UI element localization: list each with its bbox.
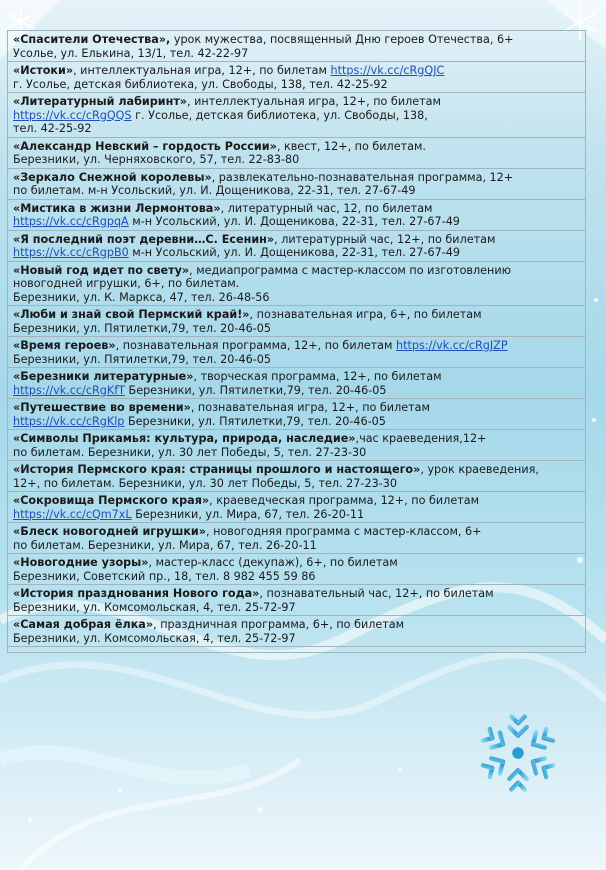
event-cell	[8, 31, 586, 62]
event-description: , познавательный час, 12+, по билетам	[259, 587, 494, 600]
event-address: Усолье, ул. Елькина, 13/1, тел. 42-22-97	[13, 46, 249, 60]
event-cell	[8, 492, 586, 523]
event-title: «Литературный лабиринт»	[13, 95, 188, 108]
event-description: , познавательная программа, 12+, по билетам	[115, 339, 397, 352]
event-title: «История Пермского края: страницы прошлого и настоящего»	[13, 463, 421, 476]
event-title: «История празднования Нового года»	[13, 587, 260, 600]
event-description: , творческая программа, 12+, по билетам	[193, 370, 442, 383]
event-address: Березники, ул. Мира, 67, тел. 26-20-11	[131, 507, 365, 521]
event-description: , урок краеведения,	[420, 463, 539, 476]
event-cell	[8, 62, 586, 93]
event-ticket-link[interactable]: https://vk.cc/cRgQQS	[13, 108, 132, 122]
event-row	[8, 261, 586, 306]
event-title: «Истоки»	[13, 64, 74, 77]
event-row	[8, 137, 586, 168]
event-description: , познавательная игра, 6+, по билетам	[249, 308, 482, 321]
events-table	[7, 30, 586, 653]
event-cell	[8, 168, 586, 199]
event-address: г. Усолье, детская библиотека, ул. Свободы, 138,	[131, 108, 428, 122]
event-cell	[8, 137, 586, 168]
event-row	[8, 230, 586, 261]
event-address: Березники, ул. Черняховского, 57, тел. 22-83-80	[13, 153, 300, 166]
event-row	[8, 368, 586, 399]
event-title: «Время героев»	[13, 339, 116, 352]
event-address: Березники, Советский пр., 18, тел. 8 982 455 59 86	[13, 569, 316, 583]
event-row	[8, 93, 586, 138]
event-description: , интеллектуальная игра, 12+, по билетам	[187, 95, 441, 108]
event-address: м-н Усольский, ул. И. Дощеникова, 22-31, тел. 27-67-49	[128, 246, 460, 259]
event-cell	[8, 306, 586, 337]
event-row	[8, 168, 586, 199]
event-title: «Березники литературные»	[13, 370, 194, 383]
event-cell	[8, 430, 586, 461]
event-cell	[8, 554, 586, 585]
event-title: «Мистика в жизни Лермонтова»	[13, 201, 221, 215]
event-cell	[8, 199, 586, 230]
event-row	[8, 199, 586, 230]
event-title: «Новый год идет по свету»	[13, 263, 190, 277]
event-title: «Новогодние узоры»	[13, 556, 149, 569]
event-row	[8, 399, 586, 430]
event-description: , познавательная игра, 12+, по билетам	[190, 401, 430, 414]
event-description: ,час краеведения,12+	[355, 432, 487, 445]
event-cell	[8, 461, 586, 492]
event-address: г. Усолье, детская библиотека, ул. Свободы, 138, тел. 42-25-92	[13, 77, 388, 91]
event-cell	[8, 523, 586, 554]
event-address: м-н Усольский, ул. И. Дощеникова, 22-31, тел. 27-67-49	[128, 215, 460, 228]
event-cell	[8, 399, 586, 430]
event-address: по билетам. Березники, ул. Мира, 67, тел. 26-20-11	[13, 538, 317, 552]
event-description: , литературный час, 12, по билетам	[220, 201, 433, 215]
event-description: , мастер-класс (декупаж), 6+, по билетам	[148, 556, 398, 569]
event-title: «Люби и знай свой Пермский край!»	[13, 308, 250, 321]
event-row	[8, 585, 586, 616]
event-row	[8, 62, 586, 93]
event-description: урок мужества, посвященный Дню героев Отечества, 6+	[170, 33, 514, 46]
event-row	[8, 461, 586, 492]
event-row	[8, 616, 586, 647]
event-cell	[8, 337, 586, 368]
event-address: Березники, ул. Пятилетки,79, тел. 20-46-05	[124, 414, 386, 428]
event-ticket-link[interactable]: https://vk.cc/cRgpB0	[13, 246, 129, 259]
event-address: Березники, ул. Комсомольская, 4, тел. 25-72-97	[13, 631, 296, 645]
event-cell	[8, 368, 586, 399]
event-ticket-link[interactable]: https://vk.cc/cQm7xL	[13, 507, 132, 521]
event-title: «Блеск новогодней игрушки»	[13, 525, 206, 538]
event-description: , праздничная программа, 6+, по билетам	[153, 618, 405, 631]
event-cell	[8, 230, 586, 261]
event-address: по билетам. м-н Усольский, ул. И. Дощеникова, 22-31, тел. 27-67-49	[13, 184, 416, 197]
event-ticket-link[interactable]: https://vk.cc/cRgpqA	[13, 215, 129, 228]
event-description: , интеллектуальная игра, 12+, по билетам	[73, 64, 331, 77]
event-row	[8, 492, 586, 523]
event-cell	[8, 261, 586, 306]
event-description: , медиапрограмма с мастер-классом по изготовлению	[189, 263, 512, 277]
event-title: «Спасители Отечества»,	[13, 33, 171, 46]
event-address: Березники, ул. Пятилетки,79, тел. 20-46-05	[13, 321, 271, 335]
event-description: , краеведческая программа, 12+, по билетам	[209, 494, 480, 507]
event-row	[8, 337, 586, 368]
event-title: «Зеркало Снежной королевы»	[13, 170, 212, 184]
event-cell	[8, 93, 586, 138]
event-description: , новогодняя программа с мастер-классом, 6+	[205, 525, 482, 538]
event-address: Березники, ул. К. Маркса, 47, тел. 26-48-56	[13, 290, 270, 304]
event-title: «Александр Невский – гордость России»	[13, 139, 277, 153]
event-address: тел. 42-25-92	[13, 122, 92, 135]
event-description: , развлекательно-познавательная программа, 12+	[211, 170, 514, 184]
event-row-empty	[8, 647, 586, 653]
event-description: , квест, 12+, по билетам.	[276, 139, 426, 153]
event-row	[8, 523, 586, 554]
event-address: новогодней игрушки, 6+, по билетам.	[13, 277, 240, 290]
snowflake-icon	[470, 700, 566, 806]
event-address: Березники, ул. Комсомольская, 4, тел. 25-72-97	[13, 600, 296, 614]
event-row	[8, 306, 586, 337]
event-address: Березники, ул. Пятилетки,79, тел. 20-46-05	[124, 383, 387, 397]
event-ticket-link[interactable]: https://vk.cc/cRgQJC	[330, 64, 445, 77]
event-row	[8, 554, 586, 585]
event-address: по билетам. Березники, ул. 30 лет Победы, 5, тел. 27-23-30	[13, 445, 367, 459]
event-cell	[8, 585, 586, 616]
event-title: «Символы Прикамья: культура, природа, наследие»	[13, 432, 356, 445]
event-ticket-link[interactable]: https://vk.cc/cRgJZP	[396, 339, 508, 352]
event-description: , литературный час, 12+, по билетам	[274, 232, 496, 246]
event-cell	[8, 616, 586, 647]
event-address: 12+, по билетам. Березники, ул. 30 лет Победы, 5, тел. 27-23-30	[13, 476, 397, 490]
event-title: «Я последний поэт деревни…С. Есенин»	[13, 232, 275, 246]
event-title: «Путешествие во времени»	[13, 401, 191, 414]
event-title: «Самая добрая ёлка»	[13, 618, 154, 631]
event-row	[8, 31, 586, 62]
event-title: «Сокровища Пермского края»	[13, 494, 210, 507]
event-address: Березники, ул. Пятилетки,79, тел. 20-46-05	[13, 352, 271, 366]
event-cell-empty	[8, 647, 586, 653]
event-ticket-link[interactable]: https://vk.cc/cRgKfT	[13, 383, 125, 397]
event-ticket-link[interactable]: https://vk.cc/cRgKlp	[13, 414, 125, 428]
event-row	[8, 430, 586, 461]
